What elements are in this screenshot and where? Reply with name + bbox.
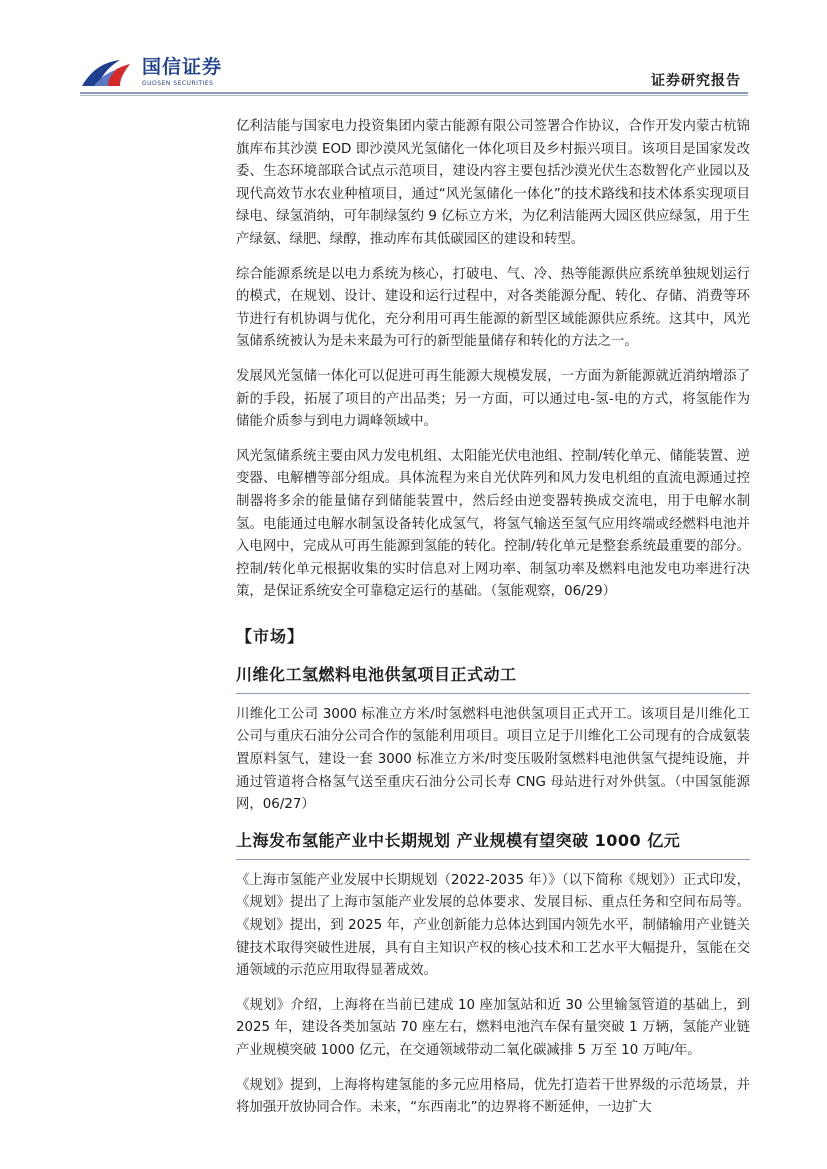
report-type-label: 证券研究报告 — [651, 73, 741, 89]
guosen-logo-icon — [80, 56, 136, 90]
header-divider — [80, 92, 748, 94]
news-title: 上海发布氢能产业中长期规划 产业规模有望突破 1000 亿元 — [236, 829, 750, 860]
news-title: 川维化工氢燃料电池供氢项目正式动工 — [236, 663, 750, 694]
intro-paragraph: 风光氢储系统主要由风力发电机组、太阳能光伏电池组、控制/转化单元、储能装置、逆变器、电解槽等部分组成。具体流程为来自光伏阵列和风力发电机组的直流电源通过控制器将多余的能量储存到储能装置中，然后经由逆变器转换成交流电，用于电解水制氢。电能通过电解水制氢设备转化成氢气，将氢气输送至氢气应用终端或经燃料电池并入电网中，完成从可再生能源到氢能的转化。控制/转化单元是整套系统最重要的部分。控制/转化单元根据收集的实时信息对上网功率、制氢功率及燃料电池发电功率进行决策，是保证系统安全可靠稳定运行的基础。（氢能观察，06/29） — [236, 448, 750, 600]
intro-paragraph: 综合能源系统是以电力系统为核心，打破电、气、冷、热等能源供应系统单独规划运行的模式，在规划、设计、建设和运行过程中，对各类能源分配、转化、存储、消费等环节进行有机协调与优化，充分利用可再生能源的新型区域能源供应系统。这其中，风光氢储系统被认为是未来最为可行的新型能量储存和转化的方法之一。 — [236, 266, 750, 350]
section-heading-market: 【市场】 — [236, 626, 305, 646]
brand-logo — [80, 56, 222, 90]
news-paragraph: 《规划》介绍，上海将在当前已建成 10 座加氢站和近 30 公里输氢管道的基础上，到 2025 年，建设各类加氢站 70 座左右，燃料电池汽车保有量突破 1 万辆，氢能产业链产业规模突破 1000 亿元，在交通领域带动二氧化碳减排 5 万至 10 万吨/年。 — [236, 997, 750, 1058]
header-divider-thin — [80, 95, 748, 96]
intro-paragraph: 亿利洁能与国家电力投资集团内蒙古能源有限公司签署合作协议，合作开发内蒙古杭锦旗库布其沙漠 EOD 即沙漠风光氢储化一体化项目及乡村振兴项目。该项目是国家发改委、生态环境部联合试点示范项目，建设内容主要包括沙漠光伏生态数智化产业园以及现代高效节水农业种植项目，通过“风光氢储化一体化”的技术路线和技术体系实现项目绿电、绿氢消纳，可年制绿氢约 9 亿标立方米，为亿利洁能两大园区供应绿氢，用于生产绿氨、绿肥、绿醇，推动库布其低碳园区的建设和转型。 — [236, 119, 750, 247]
news-paragraph: 《规划》提到，上海将构建氢能的多元应用格局，优先打造若干世界级的示范场景，并将加强开放协同合作。未来，“东西南北”的边界将不断延伸，一边扩大 — [236, 1077, 750, 1116]
brand-name-cn: 国信证券 — [142, 56, 223, 78]
page-header — [0, 0, 827, 100]
news-paragraph: 《上海市氢能产业发展中长期规划（2022-2035 年）》（以下简称《规划》）正式印发，《规划》提出了上海市氢能产业发展的总体要求、发展目标、重点任务和空间布局等。《规划》提出，到 2025 年，产业创新能力总体达到国内领先水平，制储输用产业链关键技术取得突破性进展，具有自主知识产权的核心技术和工艺水平大幅提升，氢能在交通领域的示范应用取得显著成效。 — [236, 872, 750, 979]
news-paragraph: 川维化工公司 3000 标准立方米/时氢燃料电池供氢项目正式开工。该项目是川维化工公司与重庆石油分公司合作的氢能利用项目。项目立足于川维化工公司现有的合成氨装置原料氢气，建设一套 3000 标准立方米/时变压吸附氢燃料电池供氢气提纯设施，并通过管道将合格氢气送至重庆石油分公司长寿 CNG 母站进行对外供氢。（中国氢能源网，06/27） — [236, 706, 750, 813]
report-body — [236, 116, 750, 1132]
brand-name-en: GUOSEN SECURITIES — [142, 80, 214, 87]
intro-paragraph: 发展风光氢储一体化可以促进可再生能源大规模发展，一方面为新能源就近消纳增添了新的手段，拓展了项目的产出品类；另一方面，可以通过电-氢-电的方式，将氢能作为储能介质参与到电力调峰领域中。 — [236, 368, 750, 430]
